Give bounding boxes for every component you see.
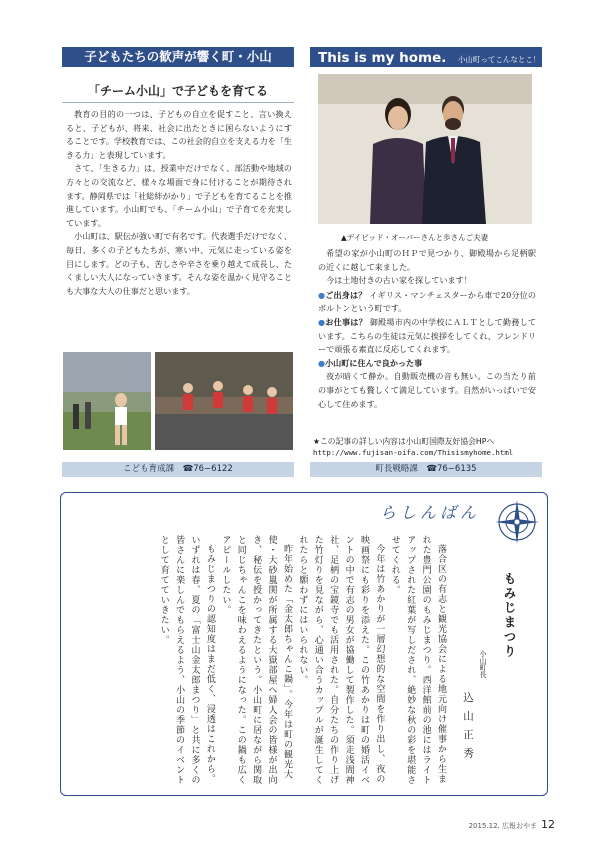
website-link[interactable]: http://www.fujisan-oifa.com/Thisismyhome.html: [313, 448, 514, 457]
left-article-body: [66, 108, 292, 298]
q3-text: 夜が暗くて静か。自動販売機の音も無い。この当たり前の事がとても贅しくて満足しています。自然がいっぱいで安心して住めます。: [318, 371, 536, 409]
note-text: ★この記事の詳しい内容は小山町国際友好協会HPへ: [313, 437, 495, 446]
q1-text: イギリス・マンチェスターから車で20分位のボルトンという町です。: [318, 289, 536, 314]
rashinban-logo: らしんばん: [380, 503, 481, 522]
relay-photo-1: [63, 352, 151, 450]
bullet-icon: ●: [318, 357, 326, 368]
page-number: 12: [541, 818, 555, 831]
left-section-header: 子どもたちの歓声が響く町・小山: [62, 47, 294, 67]
column-paragraph: 今年は竹あかりが一層幻想的な空間を作り出し、夜の映画祭にも彩りを添えた。この竹あかりは町の婚活イベントの中で有志の男女が協働して製作した。須走浅間神社、足柄の宝鏡寺でも活用された。自分たちの作り上げた竹灯りを見ながら、心通い合うカップルが誕生してくれたらと願わずにはいられない。: [297, 535, 385, 785]
left-paragraph: 教育の目的の一つは、子どもの自立を促すこと、言い換えると、子どもが、将来、社会に出たときに困らないようにすることです。学校教育では、この社会的自立を支える力を「生きる力」と表現しています。: [66, 109, 292, 160]
left-subheader-rule: [62, 102, 294, 103]
intro-paragraph: 希望の家が小山町のＨＰで見つかり、御殿場から足柄駅の近くに越して来ました。: [318, 248, 536, 272]
page-footer: [469, 818, 555, 831]
right-contact-bar: 町長戦略課 ☎76−6135: [310, 462, 542, 477]
issue-label: 2015.12. 広報おやま: [468, 822, 537, 830]
couple-photo: [318, 74, 532, 224]
relay-group-image: [155, 352, 293, 450]
q2-text: 御殿場市内の中学校にＡＬＴとして勤務しています。こちらの生徒は元気に挨拶をしてくれ、フレンドリーで頑張る素直に反応してくれます。: [318, 316, 536, 355]
compass-icon: [492, 497, 542, 547]
column-paragraph: 落合区の有志と観光協会による地元向け催事から生まれた豊門公園のもみじまつり。西洋館前の池にはライトアップされた紅葉が写しだされ、絶妙な秋の彩を堪能させてくれる。: [389, 535, 446, 785]
bullet-icon: ●: [318, 316, 326, 327]
header-english-title: This is my home.: [318, 50, 447, 66]
left-contact-bar: こども育成課 ☎76−6122: [62, 462, 294, 477]
right-article-body: [318, 247, 536, 411]
left-subheader: 「チーム小山」で子どもを育てる: [87, 84, 268, 98]
header-japanese-tagline: 小山町ってこんなとこ！: [457, 55, 541, 64]
column-paragraph: 昨年始めた「金太郎ちゃんこ鍋」。今年は町の観光大使・大砂嵐関が所属する大嶽部屋へ婦人会の皆様が出向き、秘伝を授かってきたという。小山町に居ながら関取と同じちゃんこを味わえるようになった。この鍋も広くアピールしたい。: [220, 535, 292, 785]
q3-label: 小山町に住んで良かった事: [325, 357, 423, 368]
q1-label: ご出身は？: [325, 289, 367, 300]
bullet-icon: ●: [318, 289, 326, 300]
left-paragraph: 小山町は、駅伝が強い町で有名です。代表選手だけでなく、毎日、多くの子どもたちが、寒い中、元気に走っている姿を目にします。どの子も、苦しさや辛さを乗り越えて成長し、たくましい大人になっていきます。そんな姿を温かく見守ることも大事な大人の仕事だと思います。: [66, 231, 292, 296]
left-paragraph: さて、「生きる力」は、授業中だけでなく、部活動や地域の方々との交流など、様々な場面で身に付けることが期待されます。静岡県では「社総絆がかり」で子どもを育てることを推進しています。小山町でも、「チーム小山」で子育てを充実しています。: [66, 163, 292, 228]
relay-runners-image: [63, 352, 151, 450]
photo-caption: ▲デイビッド・オーバーさんと歩さんご夫妻: [341, 233, 489, 242]
relay-photo-2: [155, 352, 293, 450]
q2-label: お仕事は？: [325, 316, 367, 327]
right-section-header: [310, 47, 542, 67]
more-info-note: [313, 436, 543, 458]
intro-paragraph: 今は土地付きの古い家を探しています！: [326, 275, 472, 286]
column-title: もみじまつり: [502, 572, 517, 659]
couple-portrait-image: [318, 74, 532, 224]
author-role: 小山町長: [479, 650, 487, 678]
author-name: 込山正秀: [462, 692, 474, 766]
column-paragraph: もみじまつりの認知度はまだ低く、浸透はこれから。いずれは春、夏の「富士山金太郎まつり」と共に多くの皆さんに楽しんでもらえるよう、小山の季節のイベントとして育てていきたい。: [158, 535, 215, 785]
column-body: [86, 535, 448, 785]
